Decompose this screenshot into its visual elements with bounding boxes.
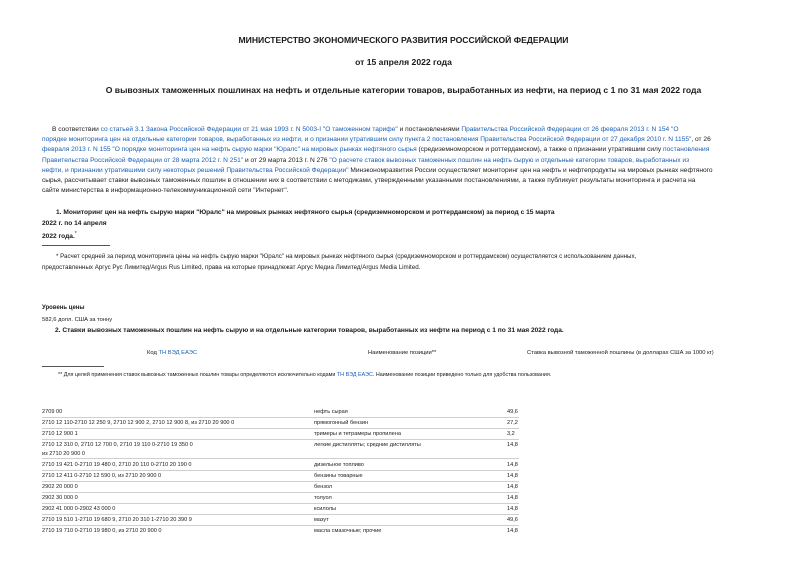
row-rate: 49,6 <box>507 517 518 523</box>
intro-text: , от 26 <box>691 136 711 144</box>
section-1 <box>42 208 555 243</box>
row-name: легкие дистилляты; средние дистилляты <box>314 442 421 448</box>
price-value: 582,6 долл. США за тонну <box>42 317 113 323</box>
tnved-footnote-link[interactable]: ТН ВЭД ЕАЭС <box>336 372 373 378</box>
row-code: 2709 00 <box>42 409 63 415</box>
section-1-heading: 1. Мониторинг цен на нефть сырую марки "Юралс" на мировых рынках нефтяного сырья (средиземноморском и роттердамском) за период с 15 марта <box>56 209 555 216</box>
ministry-heading: МИНИСТЕРСТВО ЭКОНОМИЧЕСКОГО РАЗВИТИЯ РОССИЙСКОЙ ФЕДЕРАЦИИ <box>238 35 569 45</box>
intro-text: Минэкономразвития России осуществляет мониторинг цен на нефть и нефтепродукты на мировых рынках нефтяного <box>348 166 713 174</box>
row-rate: 14,8 <box>507 442 518 448</box>
row-divider <box>42 458 519 459</box>
table-footnote-text: ** Для целей применения ставок вывозных таможенных пошлин товары определяются исключительно кодами <box>58 372 337 378</box>
row-rate: 14,8 <box>507 462 518 468</box>
row-code-cont: из 2710 20 900 0 <box>42 451 86 457</box>
footnote-1-text: * Расчет средней за период мониторинга цены на нефть сырую марки "Юралс" на мировых рынках нефтяного сырья (средиземноморском и роттердамском) осуществляется с использованием данных, <box>56 253 637 260</box>
row-code: 2710 19 510 1-2710 19 680 9, 2710 20 310 1-2710 20 390 9 <box>42 517 192 523</box>
decree-154-link[interactable]: Правительства Российской Федерации от 26 февраля 2013 г. N 154 "О <box>461 126 679 133</box>
decree-276-link-cont[interactable]: нефти, и признании утратившими силу некоторых решений Правительства Российской Федерации" <box>42 166 349 174</box>
row-rate: 49,6 <box>507 409 518 415</box>
row-code: 2902 30 000 0 <box>42 495 78 501</box>
row-divider <box>42 439 519 440</box>
decree-251-link[interactable]: постановления <box>663 146 710 154</box>
row-code: 2710 12 310 0, 2710 12 700 0, 2710 19 110 0-2710 19 350 0 <box>42 442 193 448</box>
row-rate: 14,8 <box>507 528 518 534</box>
row-name: прямогонный бензин <box>314 420 369 426</box>
row-name: бензол <box>314 484 333 490</box>
footnote-divider <box>42 245 110 246</box>
row-code: 2710 12 411 0-2710 12 590 0, из 2710 20 900 0 <box>42 473 162 479</box>
footnote-1-text-cont: предоставленных Аргус Рус Лимитед/Argus Rus Limited, права на которые принадлежат Аргус Медиа Лимитед/Argus Media Limited. <box>42 264 421 271</box>
table-footnote-divider <box>42 366 104 367</box>
row-name: дизельное топливо <box>314 462 364 468</box>
intro-text: сайте министерства в информационно-телекоммуникационной сети "Интернет". <box>42 187 289 195</box>
tnved-link[interactable]: ТН ВЭД ЕАЭС <box>158 350 198 356</box>
row-code: 2710 12 110-2710 12 250 9, 2710 12 900 2, 2710 12 900 8, из 2710 20 900 0 <box>42 420 235 426</box>
section-2-heading: 2. Ставки вывозных таможенных пошлин на нефть сырую и на отдельные категории товаров, выработанных из нефти на период с 1 по 31 мая 2022 года. <box>55 327 564 334</box>
row-rate: 14,8 <box>507 506 518 512</box>
row-code: 2710 12 900 1 <box>42 431 78 437</box>
decree-251-link-cont[interactable]: Правительства Российской Федерации от 28 марта 2012 г. N 251" <box>42 156 244 164</box>
table-footnote <box>58 372 551 378</box>
row-name: ксилолы <box>314 506 337 512</box>
row-divider <box>42 514 519 515</box>
row-rate: 3,2 <box>507 431 515 437</box>
decree-1155-link[interactable]: пункта 2 постановления Правительства Российской Федерации от 27 декабря 2010 г. N 1155" <box>404 136 692 144</box>
intro-text: и постановлениями <box>397 126 462 133</box>
column-header-code-label: Код <box>147 350 159 356</box>
intro-text: (средиземноморском и роттердамском), а также о признании утратившим силу <box>416 146 664 154</box>
row-divider <box>42 481 519 482</box>
intro-paragraph <box>42 125 770 196</box>
decree-276-link[interactable]: "О расчете ставок вывозных таможенных пошлин на нефть сырую и отдельные категории товаров, выработанных из <box>329 156 690 164</box>
row-name: толуол <box>314 495 332 501</box>
column-header-code <box>147 350 197 356</box>
row-code: 2710 19 421 0-2710 19 480 0, 2710 20 110 0-2710 20 190 0 <box>42 462 192 468</box>
row-divider <box>42 428 519 429</box>
row-code: 2902 20 000 0 <box>42 484 78 490</box>
column-header-rate: Ставка вывозной таможенной пошлины (в долларах США за 1000 кг) <box>527 350 714 356</box>
row-rate: 14,8 <box>507 484 518 490</box>
section-1-heading-cont: 2022 г. по 14 апреля <box>42 219 107 227</box>
row-name: бензины товарные <box>314 473 363 479</box>
decree-154-link-cont[interactable]: порядке мониторинга цен на отдельные категории товаров, выработанных из нефти, и о признании утратившим силу <box>42 136 405 144</box>
intro-text: В соответствии <box>52 126 101 133</box>
row-name: тримеры и тетрамеры пропилена <box>314 431 401 437</box>
row-divider <box>42 470 519 471</box>
row-divider <box>42 525 519 526</box>
row-divider <box>42 503 519 504</box>
table-footnote-text: . Наименование позиции приведено только для удобства пользования. <box>372 372 552 378</box>
document-title: О вывозных таможенных пошлинах на нефть и отдельные категории товаров, выработанных из нефти, на период с 1 по 31 мая 2022 года <box>105 85 702 95</box>
row-name: нефть сырая <box>314 409 348 415</box>
row-name: масла смазочные; прочие <box>314 528 382 534</box>
section-1-heading-end: 2022 года. <box>42 233 75 241</box>
row-divider <box>42 492 519 493</box>
price-label: Уровень цены <box>42 305 85 311</box>
row-rate: 14,8 <box>507 495 518 501</box>
footnote-1 <box>42 251 767 273</box>
row-code: 2710 19 710 0-2710 19 980 0, из 2710 20 900 0 <box>42 528 162 534</box>
intro-text: и от 29 марта 2013 г. N 276 <box>243 156 330 164</box>
row-rate: 14,8 <box>507 473 518 479</box>
footnote-mark: * <box>74 231 77 237</box>
row-rate: 27,2 <box>507 420 518 426</box>
document-date: от 15 апреля 2022 года <box>355 57 452 67</box>
row-divider <box>42 417 519 418</box>
row-code: 2902 41 000 0-2902 43 000 0 <box>42 506 116 512</box>
intro-text: сырья, рассчитывает ставки вывозных таможенных пошлин в отношении них в соответствии с методиками, утвержденными указанными постановлениями, а также публикует результаты мониторинга и расчета на <box>42 177 696 185</box>
column-header-name: Наименование позиции** <box>368 350 437 356</box>
law-link[interactable]: со статьей 3.1 Закона Российской Федерации от 21 мая 1993 г. N 5003-I "О таможенном тарифе" <box>100 126 398 133</box>
decree-155-link[interactable]: февраля 2013 г. N 155 "О порядке мониторинга цен на нефть сырую марки "Юралс" на мировых рынках нефтяного сырья <box>42 146 417 154</box>
row-name: мазут <box>314 517 329 523</box>
